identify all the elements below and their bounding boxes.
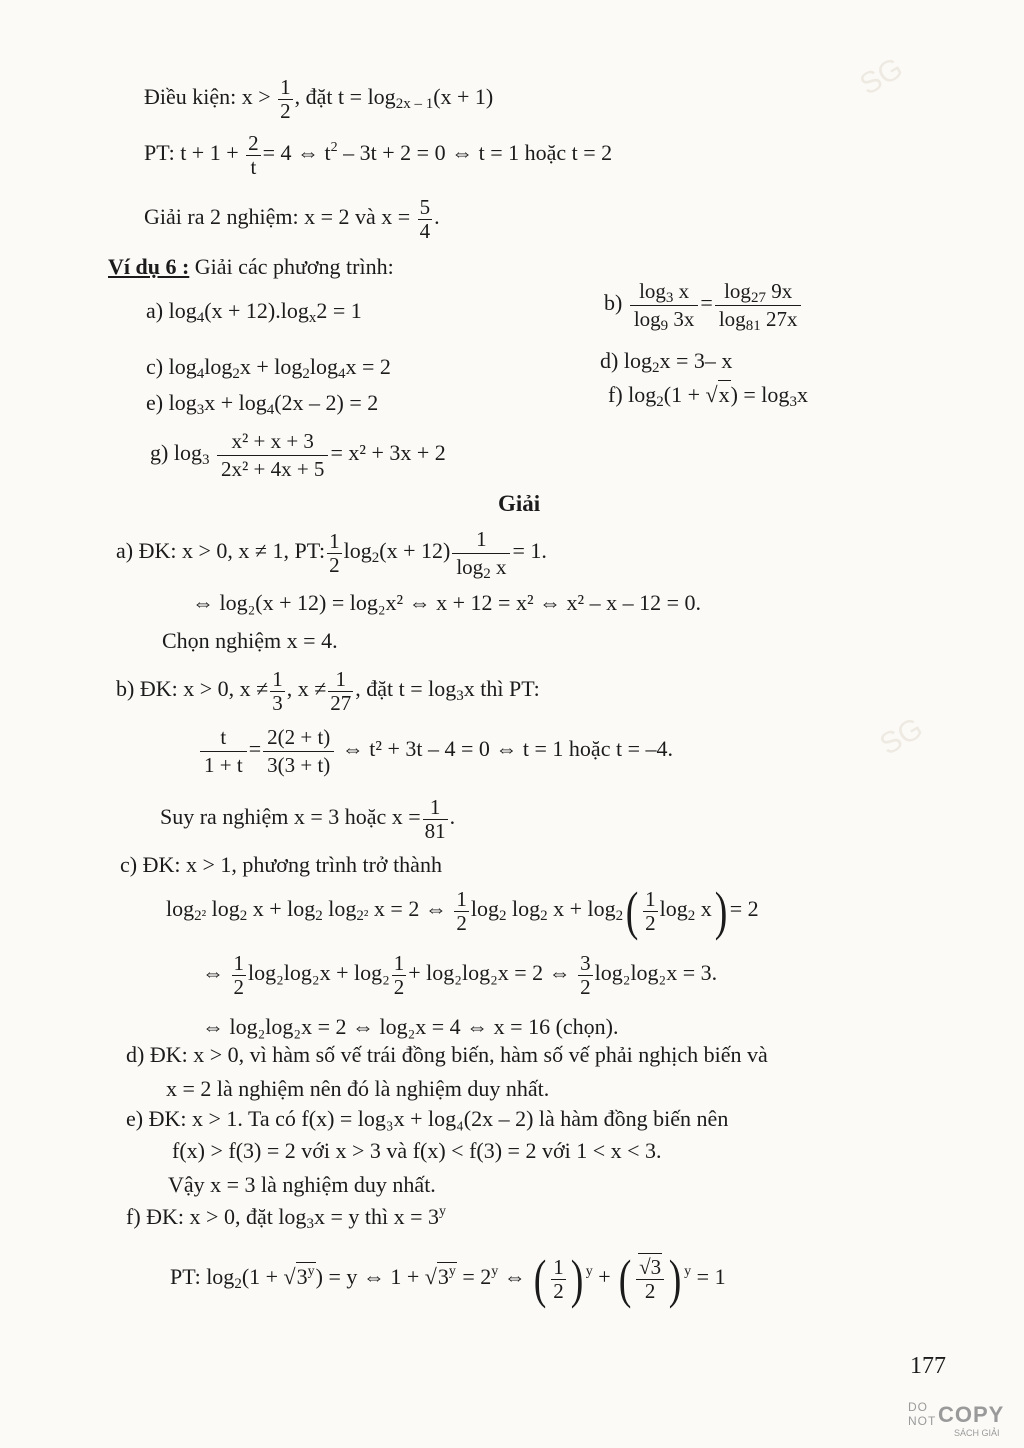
exercise-c: c) $\log_4\log_2x + \log_2\log_4x = 2$	[146, 354, 391, 382]
exercise-a: a) $\log_4(x + 12).\log_x2 = 1$	[146, 298, 362, 326]
fraction-one-half: $\frac{1}{2}$	[456, 886, 467, 935]
solution-a-line3: Chọn nghiệm x = 4.	[162, 628, 338, 653]
fraction-two-over-t: $\frac{2}{t}$	[248, 131, 259, 179]
fraction-g: $\frac{\text{x² + x + 3}}{\text{2x² + 4x + 5}}$	[217, 428, 328, 482]
background-watermark: SG	[854, 51, 909, 102]
solution-a-line2: ⇔ log₂(x + 12) = log₂x² ⇔ x + 12 = x² ⇔ x² – x – 12 = 0.	[192, 590, 702, 615]
exercise-d: d) $\log_2x = 3-$ x	[600, 348, 733, 376]
fraction-one-half: $\frac{1}{2}$	[280, 75, 291, 123]
pt-line: PT: t + 1 + $\frac{2}{t}$ = 4 ⇔ $t^2 - 3t + 2 = 0$ ⇔ t = 1 hoặc t = 2	[144, 131, 613, 179]
solution-b-line1: b) ĐK: x > 0, x ≠ $\frac{1}{3}$ , x ≠ $\frac{1}{27}$ , đặt $t = \log_3x$ thì PT:	[116, 667, 540, 715]
solution-e-line3: Vậy x = 3 là nghiệm duy nhất.	[168, 1172, 436, 1197]
background-watermark: SG	[874, 711, 929, 762]
solution-e-line2: f(x) > f(3) = 2 với x > 3 và f(x) < f(3) = 2 với 1 < x < 3.	[172, 1138, 662, 1163]
fraction-log279x-over-log8127x: $\frac{\log_{27} 9x}{\log_{81} 27x}$	[715, 278, 802, 332]
fraction-one-half: $\frac{1}{2}$	[645, 886, 656, 935]
solution-b-line3: Suy ra nghiệm x = 3 hoặc x = $\frac{1}{81}$ .	[160, 795, 456, 843]
solution-c-line3: ⇔ $\frac{1}{2}$ log₂log₂x + log₂ $\frac{1}{2}$ + log₂log₂x = 2 ⇔ $\frac{3}{2}$ log₂log₂x = 3.	[202, 951, 718, 999]
solution-b-line2: $\frac{t}{1 + t}$ = $\frac{2(2 + t)}{3(3 + t)}$ ⇔ t² + 3t – 4 = 0 ⇔ t = 1 hoặc t = –4.	[198, 724, 673, 778]
example-heading: Ví dụ 6 : Giải các phương trình:	[108, 254, 394, 279]
solution-a-line1: a) ĐK: x > 0, x ≠ 1, PT: $\frac{1}{2}$ $\log_2(x + 12)$ $\frac{1}{\log_2 x}$ = 1.	[116, 527, 547, 582]
exercise-f: f) $\log_2(1 + √x) = \log_3x$	[608, 382, 808, 410]
fraction-one-over-27: $\frac{1}{27}$	[330, 667, 352, 715]
do-not-copy-watermark: DO NOT COPY SÁCH GIẢI	[908, 1400, 1005, 1438]
fraction-five-fourths: $\frac{5}{4}$	[419, 195, 431, 243]
fraction-one-half: $\frac{1}{2}$	[393, 951, 405, 999]
fraction-one-over-81: $\frac{1}{81}$	[424, 795, 446, 843]
fraction-t-over-1-plus-t: $\frac{t}{1 + t}$	[200, 724, 247, 778]
solution-f-line2: PT: $\log_2(1 + √3^y) = y$ ⇔ $1 + √3^y = 2^y$ ⇔ ( $\frac{1}{2}$ ) $^y$ + ( $\frac{√3}{2}$ ) $^y$ = 1	[170, 1249, 726, 1309]
solution-c-line2: $\log_{2^2} \log_2 x + \log_2 \log_{2^2} x = 2$ ⇔ $\frac{1}{2}$ $\log_2 \log_2 x + \log_2$( $\frac{1}{2}$ $\log_2 x) = 2$	[166, 881, 759, 941]
condition-line: Điều kiện: x > $\frac{1}{2}$ , đặt $t = \log_{2x - 1}(x + 1)$	[144, 75, 494, 123]
solution-c-line4: ⇔ log₂log₂x = 2 ⇔ log₂x = 4 ⇔ x = 16 (chọn).	[202, 1014, 619, 1039]
page-number: 177	[910, 1353, 946, 1379]
fraction-one-half: $\frac{1}{2}$	[329, 529, 340, 577]
fraction-one-half: $\frac{1}{2}$	[553, 1254, 564, 1303]
exercise-b: b) $\frac{\log_3 x}{\log_9 3x}$ = $\frac{\log_{27} 9x}{\log_{81} 27x}$	[604, 278, 803, 332]
fraction-three-halves: $\frac{3}{2}$	[580, 951, 591, 999]
solution-title: Giải	[498, 491, 541, 516]
fraction-sqrt3-over-2: $\frac{√3}{2}$	[636, 1256, 664, 1302]
exercise-e: e) $\log_3x + \log_4(2x - 2) = 2$	[146, 390, 379, 418]
exercise-g: g) $\log_3$ $\frac{\text{x² + x + 3}}{\text{2x² + 4x + 5}}$ = x² + 3x + 2	[150, 429, 446, 481]
fraction-log3x-over-log93x: $\frac{\log_3 x}{\log_9 3x}$	[630, 278, 699, 332]
fraction-b-rhs: $\frac{2(2 + t)}{3(3 + t)}$	[263, 724, 334, 778]
solution-c-line1: c) ĐK: x > 1, phương trình trở thành	[120, 852, 442, 877]
fraction-one-over-log2x: $\frac{1}{\log_2 x}$	[452, 526, 510, 580]
fraction-one-half: $\frac{1}{2}$	[233, 951, 244, 999]
fraction-one-third: $\frac{1}{3}$	[272, 667, 283, 715]
solution-count-line: Giải ra 2 nghiệm: x = 2 và x = $\frac{5}{4}$ .	[144, 195, 440, 243]
solution-e-line1: e) ĐK: x > 1. Ta có f(x) = log₃x + log₄(2x – 2) là hàm đồng biến nên	[126, 1106, 729, 1131]
solution-d-line2: x = 2 là nghiệm nên đó là nghiệm duy nhất.	[166, 1076, 550, 1101]
solution-f-line1: f) ĐK: x > 0, đặt $\log_3x = y$ thì $x = 3^y$	[126, 1204, 446, 1232]
solution-d-line1: d) ĐK: x > 0, vì hàm số vế trái đồng biến, hàm số vế phải nghịch biến và	[126, 1042, 768, 1067]
